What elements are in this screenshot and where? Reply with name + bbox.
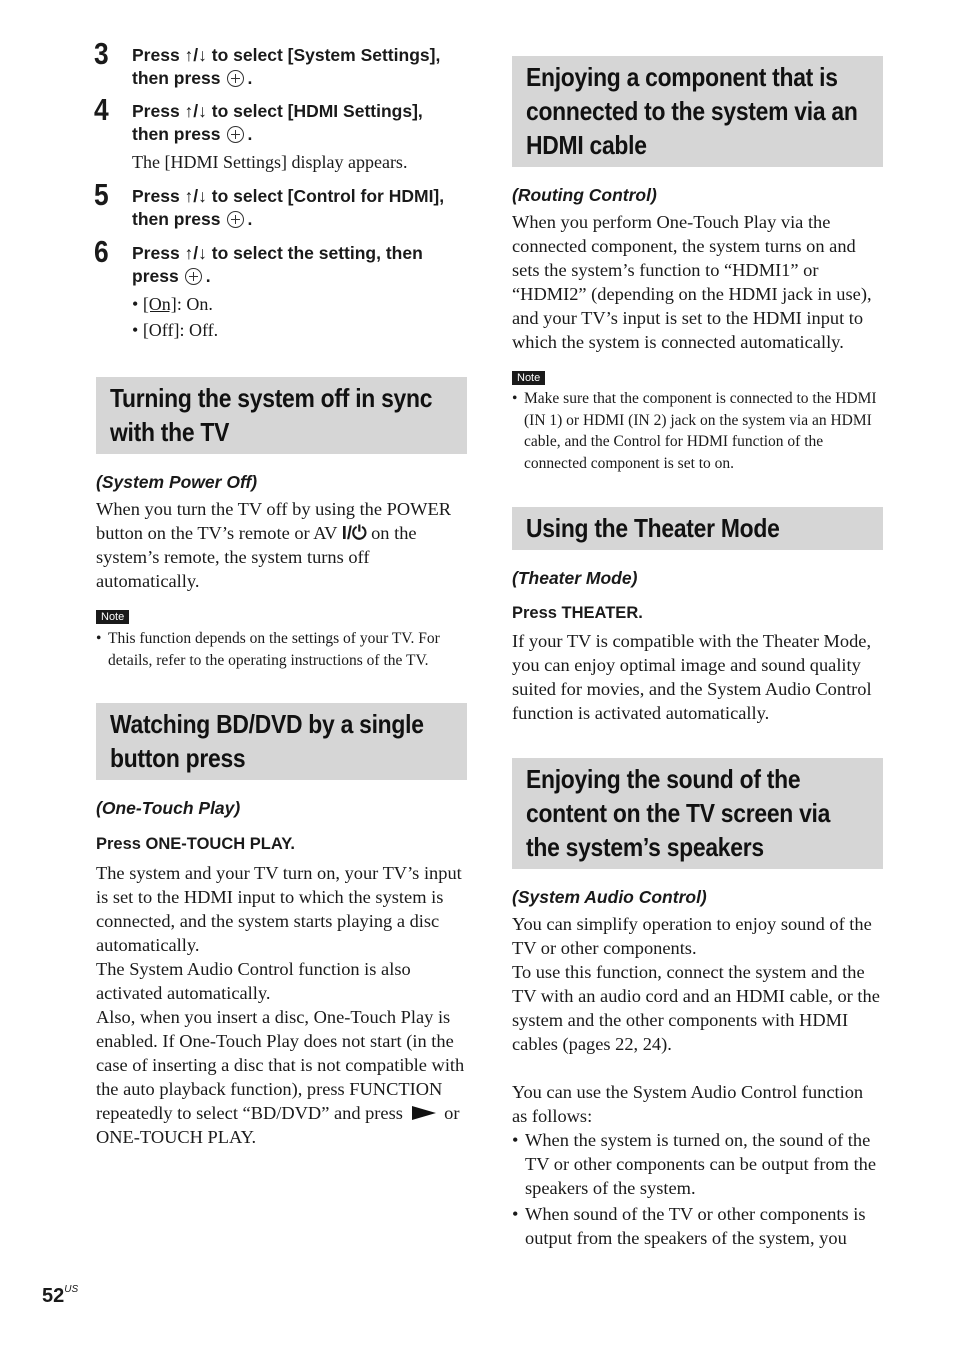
- paragraph: If your TV is compatible with the Theater Mode, you can enjoy optimal image and sound quality suited for movies, and the System Audio Control function is activated automatically.: [512, 631, 872, 723]
- step-3: [94, 36, 474, 90]
- heading-text: Watching BD/DVD by a single button press: [110, 709, 424, 773]
- section-subtitle: (One-Touch Play): [96, 798, 241, 818]
- section-body: [96, 497, 467, 593]
- list-item: • When sound of the TV or other components is output from the speakers of the system, you: [512, 1202, 883, 1250]
- page-number-suffix: US: [64, 1284, 79, 1295]
- section-subtitle: (Theater Mode): [512, 568, 638, 588]
- paragraph: The System Audio Control function is also activated automatically.: [96, 959, 411, 1003]
- note-item: • This function depends on the settings of your TV. For details, refer to the operating instructions of the TV.: [96, 628, 467, 671]
- page-number: [42, 1284, 78, 1308]
- step-5: [94, 177, 474, 231]
- option-desc: [Off]: Off.: [142, 320, 219, 340]
- default-option: [On]: [142, 294, 177, 314]
- page-number-value: 52: [42, 1285, 65, 1307]
- body-text-part: Also, when you insert a disc, One-Touch Play is enabled. If One-Touch Play does not start (in the case of inserting a disc that is not compatible with the auto playback function), press FUNCTION repeatedly to select “BD/DVD” and press: [96, 1007, 465, 1123]
- body-text-part: When you turn the TV off by using the POWER button on the TV’s remote or AV: [96, 499, 452, 543]
- setting-option-off: • [Off]: Off.: [132, 320, 219, 340]
- setting-option-on: • [On]: On.: [132, 294, 213, 314]
- paragraph: To use this function, connect the system and the TV with an audio cord and an HDMI cable, or the system and the other components with HDMI cables (pages 22, 24).: [512, 962, 880, 1054]
- step-number: 4: [94, 92, 109, 127]
- enter-button-icon: [227, 211, 244, 228]
- section-body: [512, 629, 883, 725]
- step-number: 6: [94, 234, 109, 269]
- paragraph: The system and your TV turn on, your TV’s input is set to the HDMI input to which the system is connected, and the system starts playing a disc automatically.: [96, 863, 462, 955]
- step-number: 5: [94, 177, 109, 212]
- section-heading-power-off: [96, 377, 467, 454]
- paragraph: You can simplify operation to enjoy sound of the TV or other components.: [512, 914, 872, 958]
- step-period: .: [247, 68, 253, 88]
- step-line: Press ↑/↓ to select the setting, then: [132, 243, 423, 263]
- note-label: Note: [96, 610, 129, 624]
- step-number: 3: [94, 36, 109, 71]
- section-heading-routing: [512, 56, 883, 167]
- body-text-part: on the system’s remote, the system turns off automatically.: [96, 523, 417, 591]
- step-line: then press: [132, 209, 221, 229]
- option-desc: : On.: [176, 294, 213, 314]
- step-6: [94, 234, 474, 343]
- note-text: [96, 628, 467, 671]
- paragraph: You can use the System Audio Control function as follows:: [512, 1082, 864, 1126]
- instruction: Press THEATER.: [512, 604, 643, 622]
- step-instruction: [132, 242, 474, 288]
- enter-button-icon: [227, 126, 244, 143]
- paragraph: [96, 1005, 467, 1149]
- step-instruction: [132, 100, 474, 146]
- step-line: Press ↑/↓ to select [HDMI Settings],: [132, 101, 423, 121]
- step-line: then press: [132, 68, 221, 88]
- section-heading-audio: [512, 758, 883, 869]
- step-line: Press ↑/↓ to select [System Settings],: [132, 45, 441, 65]
- section-subtitle: (Routing Control): [512, 185, 657, 205]
- heading-text: Turning the system off in sync with the TV: [110, 383, 433, 447]
- power-icon: I/⏻: [341, 522, 367, 543]
- body-text-part: or ONE-TOUCH PLAY.: [96, 1103, 460, 1147]
- paragraph: When you perform One-Touch Play via the connected component, the system turns on and sets the system’s function to “HDMI1” or “HDMI2” (depending on the HDMI jack in use), and your TV’s input is set to the HDMI input to which the system is connected automatically.: [512, 212, 872, 352]
- heading-text: Using the Theater Mode: [526, 513, 780, 543]
- instruction: Press ONE-TOUCH PLAY.: [96, 835, 295, 853]
- enter-button-icon: [185, 268, 202, 285]
- step-period: .: [205, 266, 211, 286]
- step-period: .: [247, 209, 253, 229]
- section-body: [512, 210, 883, 354]
- step-line: press: [132, 266, 179, 286]
- step-result: The [HDMI Settings] display appears.: [132, 152, 408, 172]
- section-heading-theater: [512, 507, 883, 550]
- step-line: then press: [132, 124, 221, 144]
- section-heading-one-touch: [96, 703, 467, 780]
- step-instruction: [132, 185, 474, 231]
- heading-text: Enjoying the sound of the content on the TV screen via the system’s speakers: [526, 764, 831, 862]
- note-item: • Make sure that the component is connected to the HDMI (IN 1) or HDMI (IN 2) jack on the system via an HDMI cable, and the Control for HDMI function of the connected component is set to on.: [512, 388, 883, 474]
- note-label: Note: [512, 371, 545, 385]
- step-4: [94, 92, 474, 175]
- section-subtitle: (System Audio Control): [512, 887, 707, 907]
- note-text: [512, 388, 883, 474]
- step-period: .: [247, 124, 253, 144]
- section-body: [512, 912, 883, 1252]
- heading-text: Enjoying a component that is connected to the system via an HDMI cable: [526, 62, 858, 160]
- section-body: [96, 861, 467, 1149]
- section-subtitle: (System Power Off): [96, 472, 258, 492]
- step-instruction: [132, 44, 474, 90]
- enter-button-icon: [227, 70, 244, 87]
- step-line: Press ↑/↓ to select [Control for HDMI],: [132, 186, 445, 206]
- play-icon: [412, 1106, 436, 1120]
- list-item: • When the system is turned on, the sound of the TV or other components can be output from the speakers of the system.: [512, 1128, 883, 1200]
